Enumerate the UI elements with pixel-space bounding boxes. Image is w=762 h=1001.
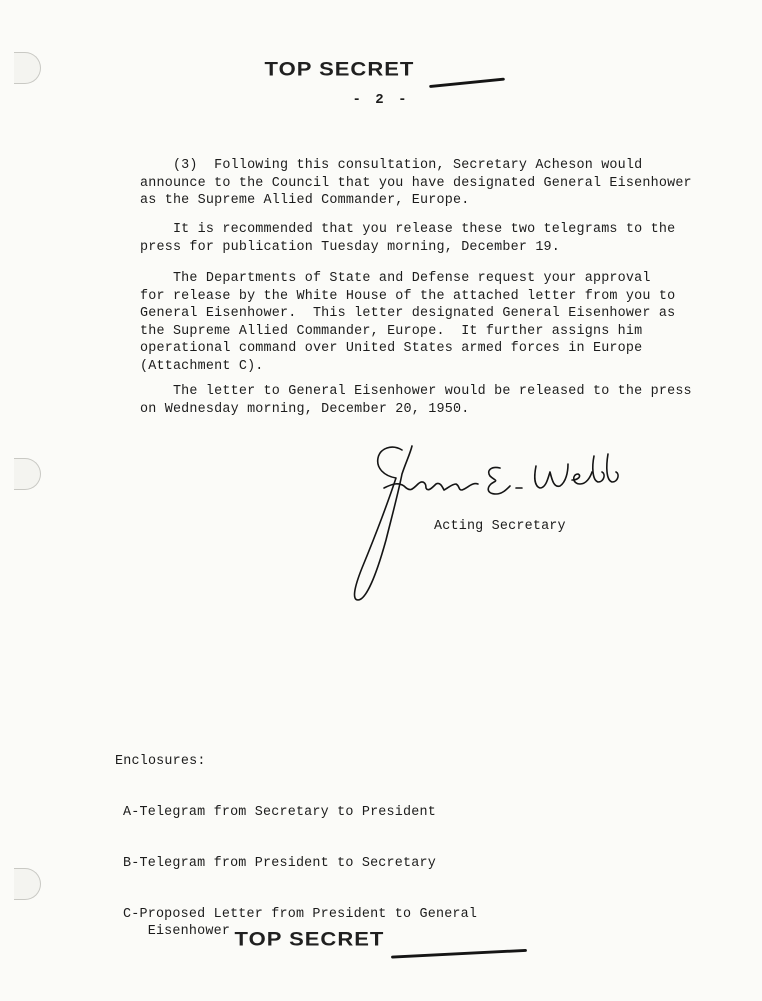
enclosure-item-c: C-Proposed Letter from President to General Eisenhower [123,907,478,939]
enclosure-item-b: B-Telegram from President to Secretary [123,856,436,871]
enclosure-item-a: A-Telegram from Secretary to President [123,805,436,820]
paragraph-letter-release: The letter to General Eisenhower would be released to the press on Wednesday morning, December 20, 1950. [140,384,692,417]
header-classification-text: TOP SECRET [264,57,415,80]
header-classification-stamp [0,56,762,82]
footer-classification-text: TOP SECRET [234,927,385,950]
punch-hole-middle [14,458,41,490]
page-number: - 2 - [352,92,410,108]
footer-classification-stamp [0,926,762,952]
paragraph-telegram-release: It is recommended that you release these two telegrams to the press for publication Tuesday morning, December 19. [140,222,676,255]
enclosures-heading: Enclosures: [115,754,206,769]
paragraph-consultation: (3) Following this consultation, Secretary Acheson would announce to the Council that you have designated General Eisenhower as the Supreme Allied Commander, Europe. [140,158,692,208]
paragraph-letter-approval: The Departments of State and Defense request your approval for release by the White House of the attached letter from you to General Eisenhower. This letter designated General Eisenhower as the Supreme Allied Commander, Europe. It further assigns him operational command over United States armed forces in Europe (Attachment C). [140,271,676,374]
punch-hole-bottom [14,868,41,900]
signature-title: Acting Secretary [434,519,566,534]
header-strikethrough [430,78,506,88]
